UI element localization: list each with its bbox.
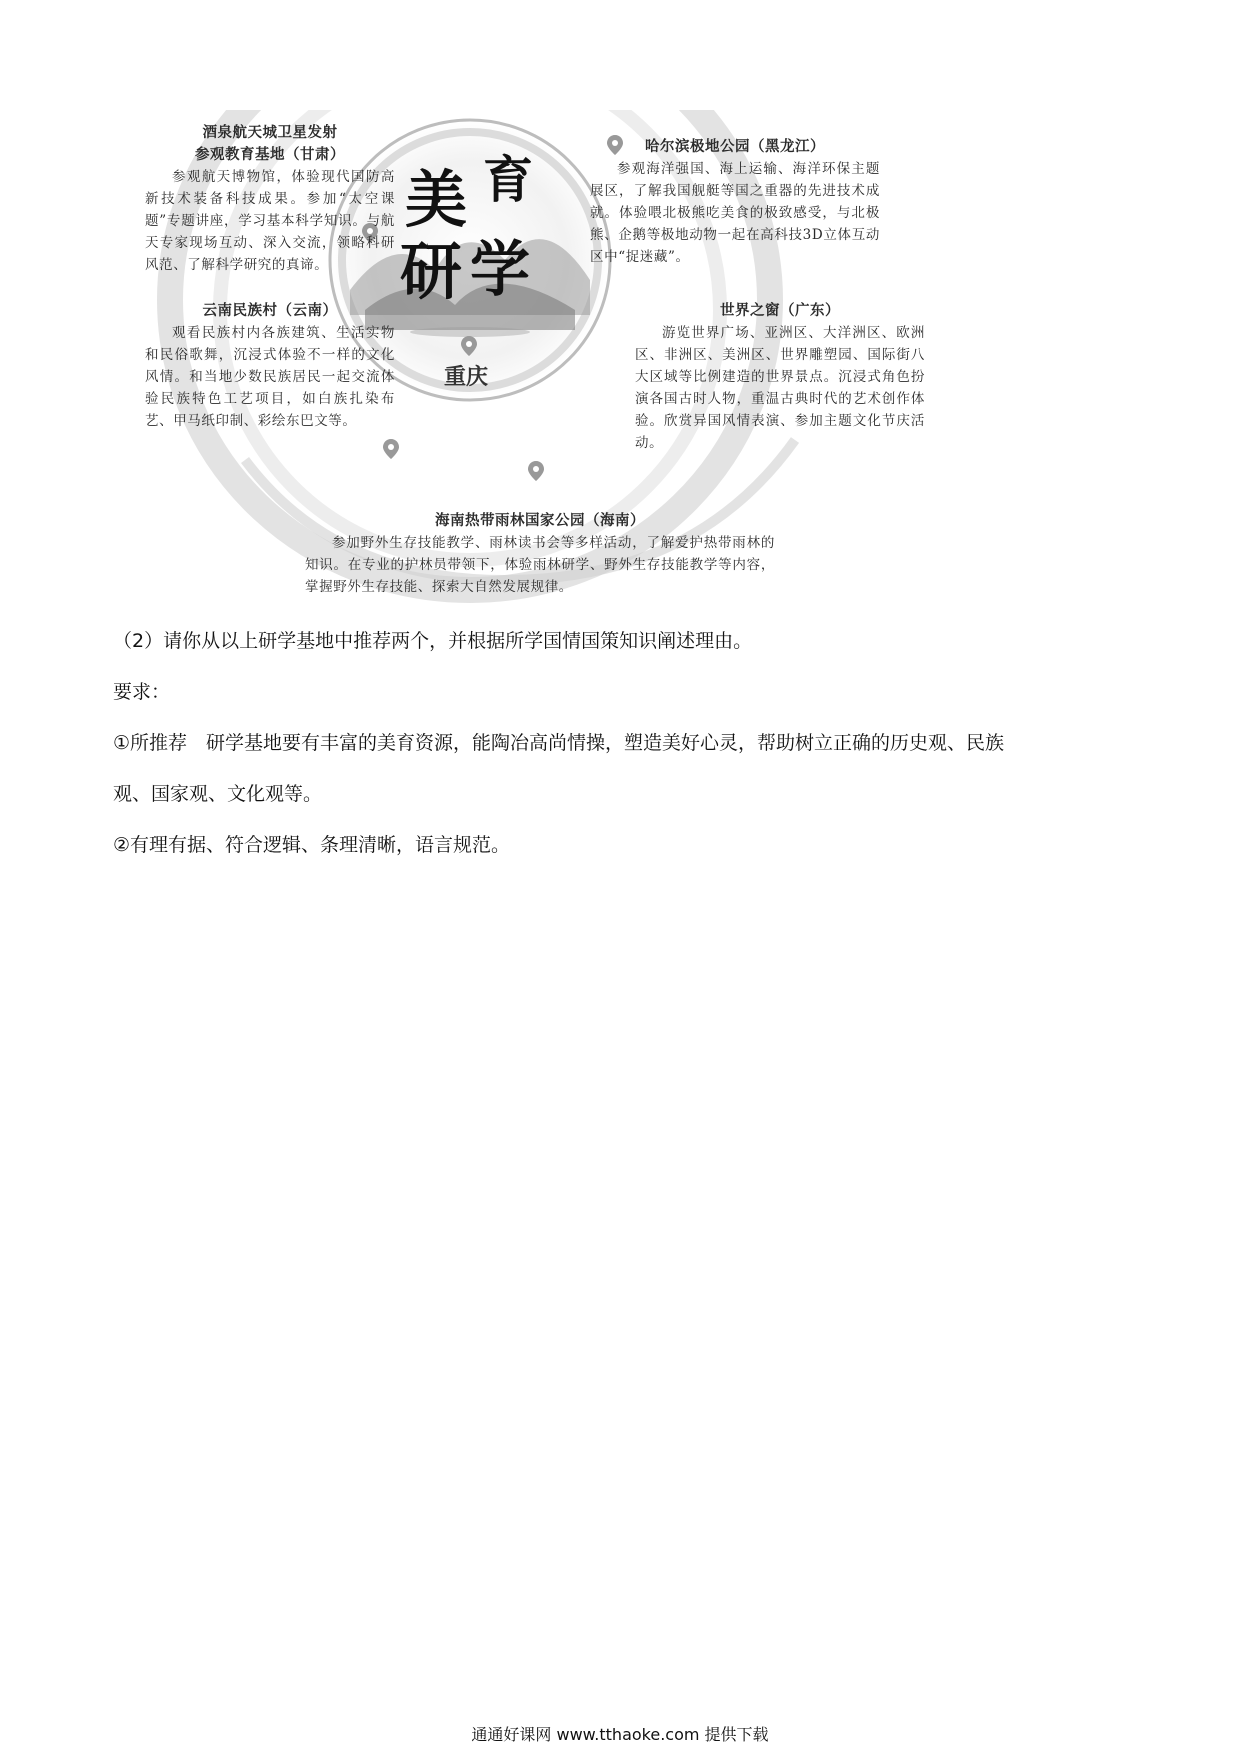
site-jiuquan	[145, 122, 395, 276]
site-name: 海南热带雨林国家公园（海南）	[435, 512, 645, 529]
question-block	[113, 616, 1133, 871]
requirement-1-line-1: ①所推荐 研学基地要有丰富的美育资源，能陶冶高尚情操，塑造美好心灵，帮助树立正确的历史观、民族	[113, 732, 1005, 754]
site-name: 酒泉航天城卫星发射	[202, 124, 338, 141]
site-window-of-world	[635, 300, 925, 454]
site-description: 参观海洋强国、海上运输、海洋环保主题展区，了解我国舰艇等国之重器的先进技术成就。体验喂北极熊吃美食的极致感受，与北极熊、企鹅等极地动物一起在高科技3D立体互动区中“捉迷藏”。	[590, 161, 880, 265]
requirement-1-line-2: 观、国家观、文化观等。	[113, 783, 323, 805]
site-name: 参观教育基地（甘肃）	[195, 146, 345, 163]
requirements-title: 要求：	[113, 681, 171, 703]
site-description: 游览世界广场、亚洲区、大洋洲区、欧洲区、非洲区、美洲区、世界雕塑园、国际街八大区域等比例建造的世界景点。沉浸式角色扮演各国古时人物，重温古典时代的艺术创作体验。欣赏异国风情表演、参加主题文化节庆活动。	[635, 325, 925, 451]
footer-source: 通通好课网 www.tthaoke.com 提供下载	[471, 1725, 769, 1744]
site-name: 世界之窗（广东）	[720, 302, 840, 319]
site-name: 云南民族村（云南）	[202, 302, 338, 319]
map-pin-icon	[382, 438, 400, 460]
requirement-2: ②有理有据、符合逻辑、条理清晰，语言规范。	[113, 834, 511, 856]
site-name: 哈尔滨极地公园（黑龙江）	[645, 138, 825, 155]
site-description: 观看民族村内各族建筑、生活实物和民俗歌舞，沉浸式体验不一样的文化风情。和当地少数民族居民一起交流体验民族特色工艺项目，如白族扎染布艺、甲马纸印制、彩绘东巴文等。	[145, 325, 395, 429]
site-harbin	[590, 136, 880, 268]
title-char-yan: 研	[400, 235, 463, 308]
site-description: 参加野外生存技能教学、雨林读书会等多样活动，了解爱护热带雨林的知识。在专业的护林员带领下，体验雨林研学、野外生存技能教学等内容，掌握野外生存技能、探索大自然发展规律。	[305, 535, 775, 595]
title-char-yu: 育	[483, 150, 533, 209]
site-yunnan	[145, 300, 395, 432]
center-city-label: 重庆	[444, 365, 489, 390]
map-pin-icon	[527, 460, 545, 482]
question-prompt: （2）请你从以上研学基地中推荐两个，并根据所学国情国策知识阐述理由。	[113, 630, 753, 652]
title-char-mei: 美	[405, 163, 468, 236]
map-pin-icon	[460, 335, 478, 357]
site-description: 参观航天博物馆，体验现代国防高新技术装备科技成果。参加“太空课题”专题讲座，学习基本科学知识。与航天专家现场互动、深入交流，领略科研风范、了解科学研究的真谛。	[145, 169, 395, 273]
site-hainan	[305, 510, 775, 598]
research-bases-figure	[135, 110, 965, 610]
title-char-xue: 学	[470, 235, 530, 305]
